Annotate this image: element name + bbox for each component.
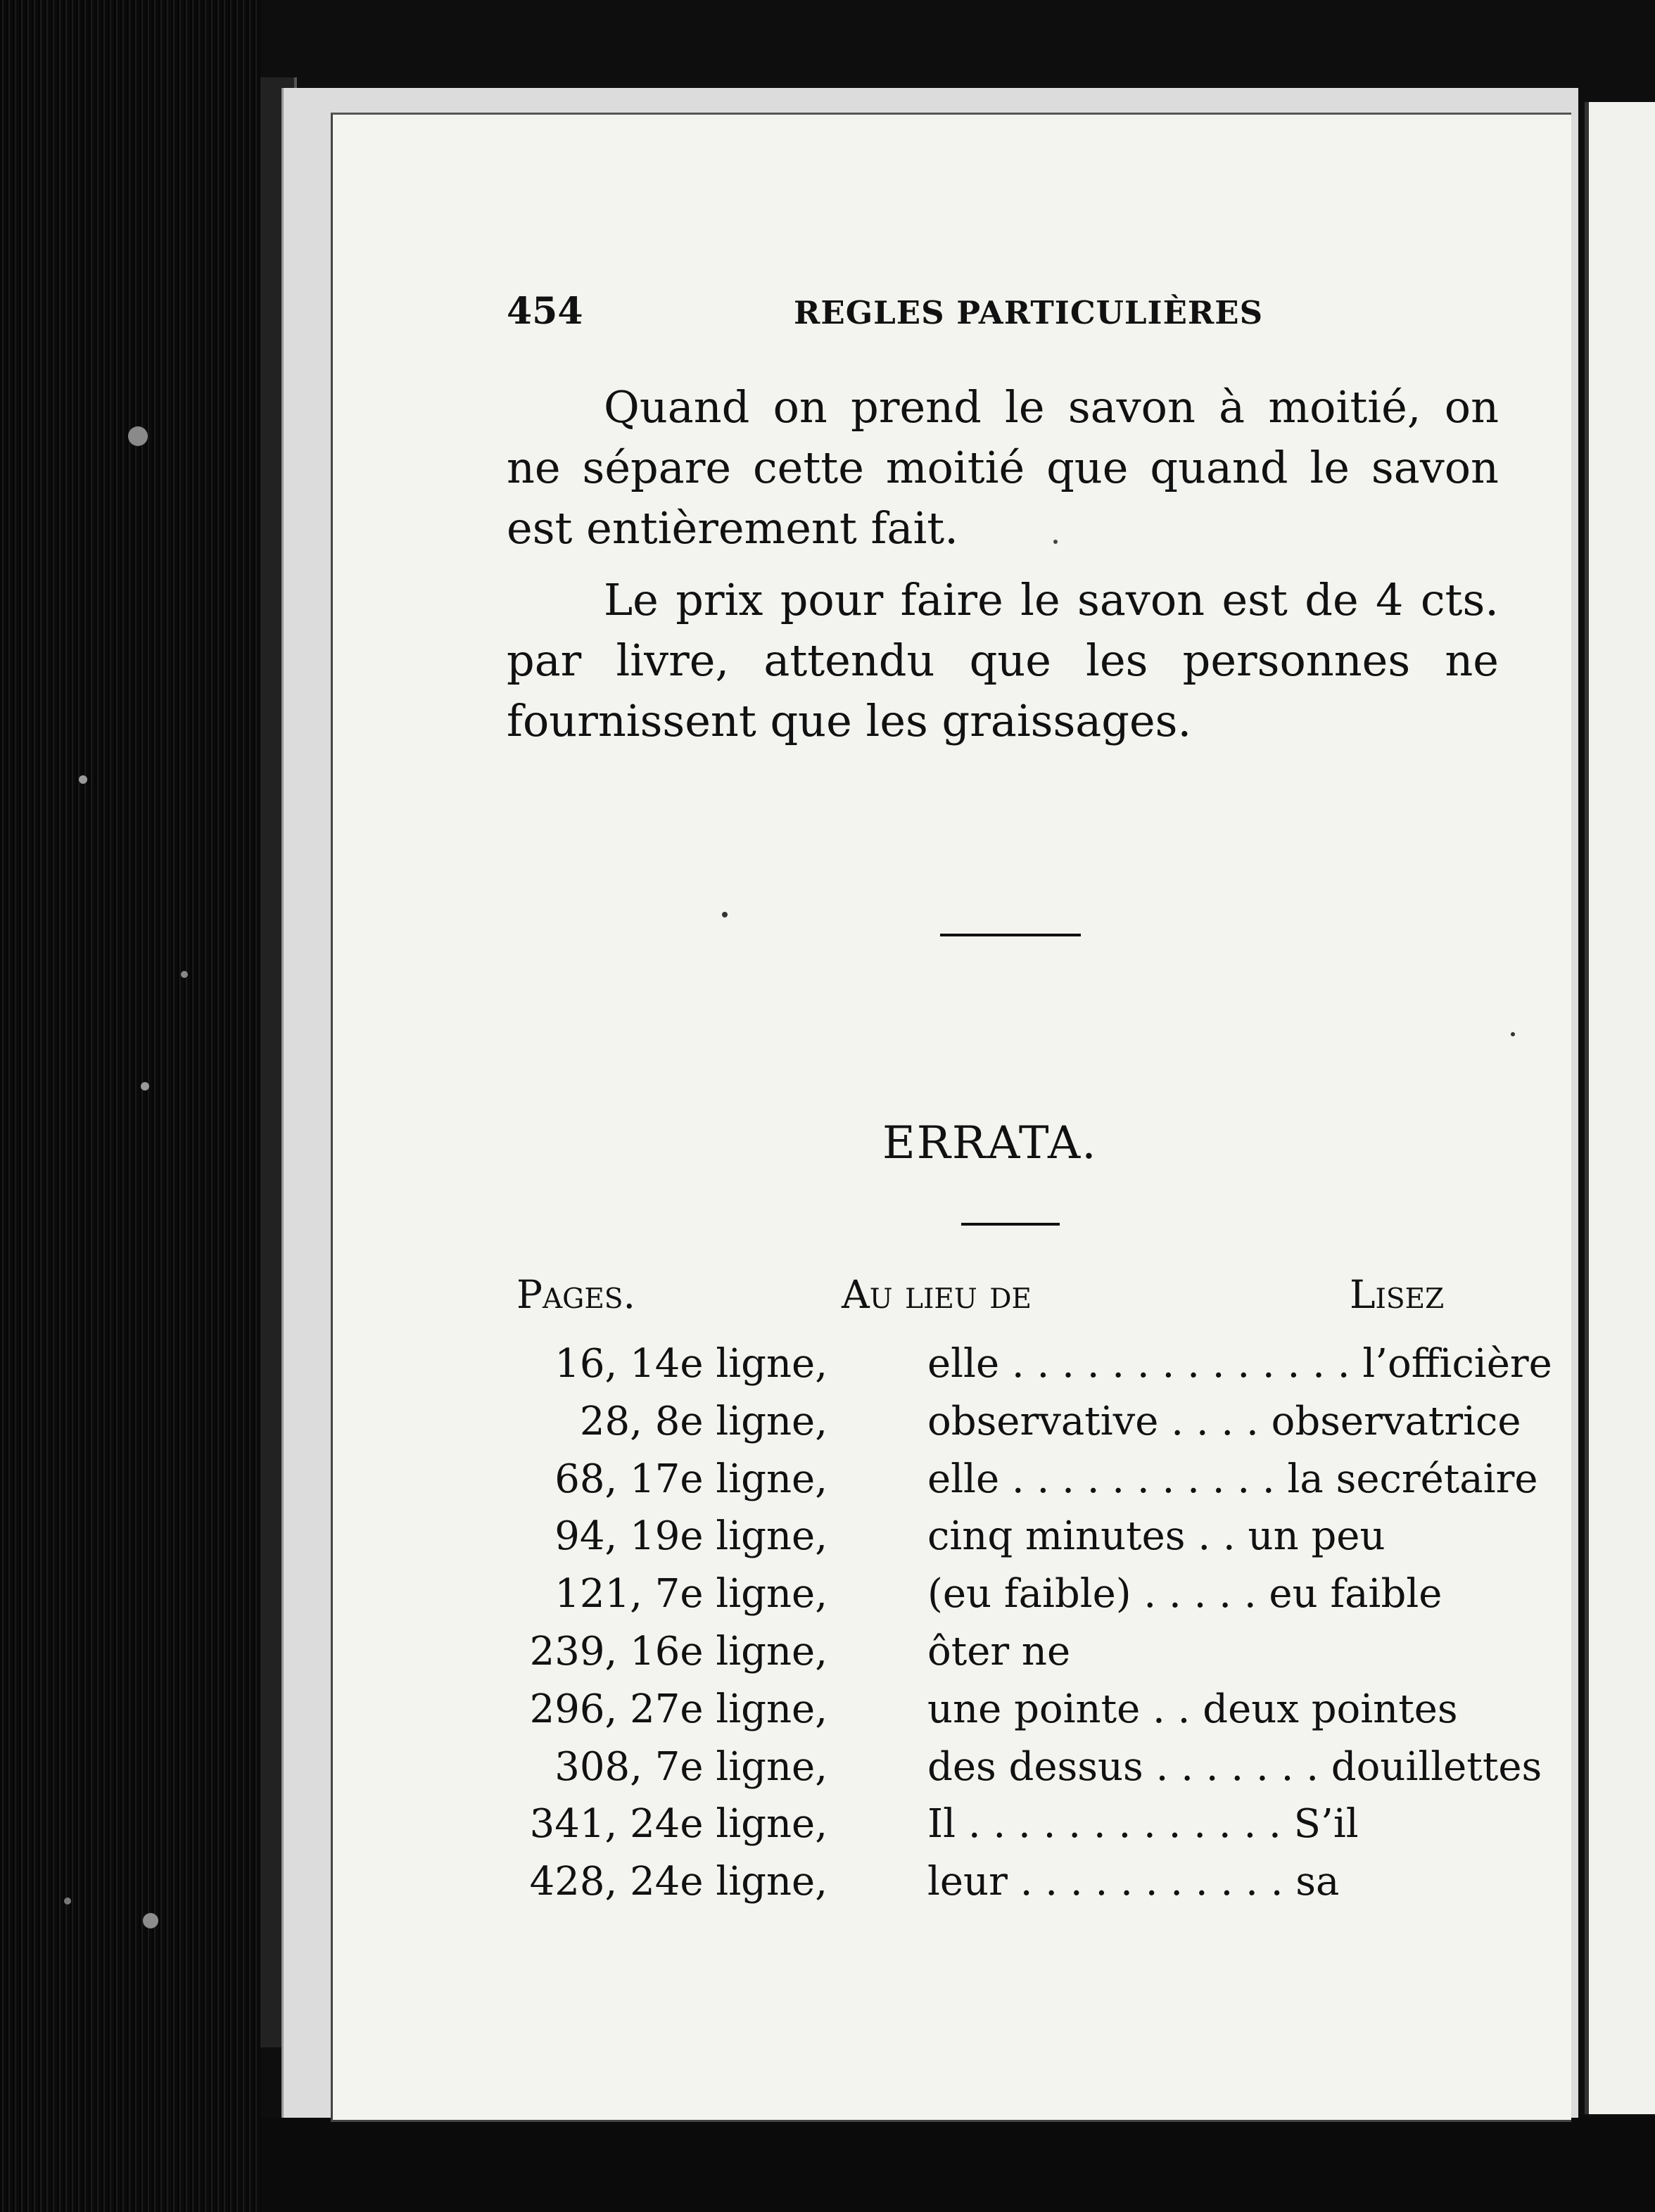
errata-correction: elle . . . . . . . . . . . la secrétaire	[927, 1456, 1538, 1502]
errata-correction: observative . . . . observatrice	[927, 1398, 1521, 1444]
errata-page-reference: 121, 7e ligne,	[554, 1571, 828, 1617]
errata-correction: une pointe . . deux pointes	[927, 1686, 1458, 1732]
paragraph: Le prix pour faire le savon est de 4 cts. par livre, attendu que les personnes ne fournissent que les graissages.	[507, 574, 1499, 746]
errata-page-reference: 239, 16e ligne,	[529, 1628, 828, 1674]
errata-page-reference: 94, 19e ligne,	[554, 1513, 828, 1560]
page-number: 454	[507, 290, 583, 333]
errata-page-reference: 296, 27e ligne,	[529, 1686, 828, 1732]
errata-correction: des dessus . . . . . . . douillettes	[927, 1743, 1542, 1790]
errata-page-reference: 68, 17e ligne,	[554, 1456, 828, 1502]
errata-title: ERRATA.	[882, 1117, 1098, 1169]
column-header-au-lieu-de: Au lieu de	[842, 1272, 1032, 1317]
errata-page-reference: 428, 24e ligne,	[529, 1859, 828, 1905]
errata-page-reference: 16, 14e ligne,	[554, 1341, 828, 1387]
errata-correction: cinq minutes . . un peu	[927, 1513, 1385, 1560]
errata-correction: (eu faible) . . . . . eu faible	[927, 1571, 1442, 1617]
errata-correction: leur . . . . . . . . . . . sa	[927, 1859, 1340, 1905]
errata-page-reference: 341, 24e ligne,	[529, 1801, 828, 1848]
column-header-lisez: Lisez	[1350, 1272, 1445, 1317]
running-head: REGLES PARTICULIÈRES	[794, 294, 1264, 331]
errata-correction: ôter ne	[927, 1628, 1071, 1674]
errata-correction: Il . . . . . . . . . . . . . S’il	[927, 1801, 1359, 1848]
errata-correction: elle . . . . . . . . . . . . . . l’officière	[927, 1341, 1552, 1387]
column-header-pages: Pages.	[516, 1272, 635, 1317]
errata-page-reference: 28, 8e ligne,	[579, 1398, 828, 1444]
errata-page-reference: 308, 7e ligne,	[554, 1743, 828, 1790]
paragraph: Quand on prend le savon à moitié, on ne sépare cette moitié que quand le savon est entièrement fait.	[507, 381, 1499, 554]
